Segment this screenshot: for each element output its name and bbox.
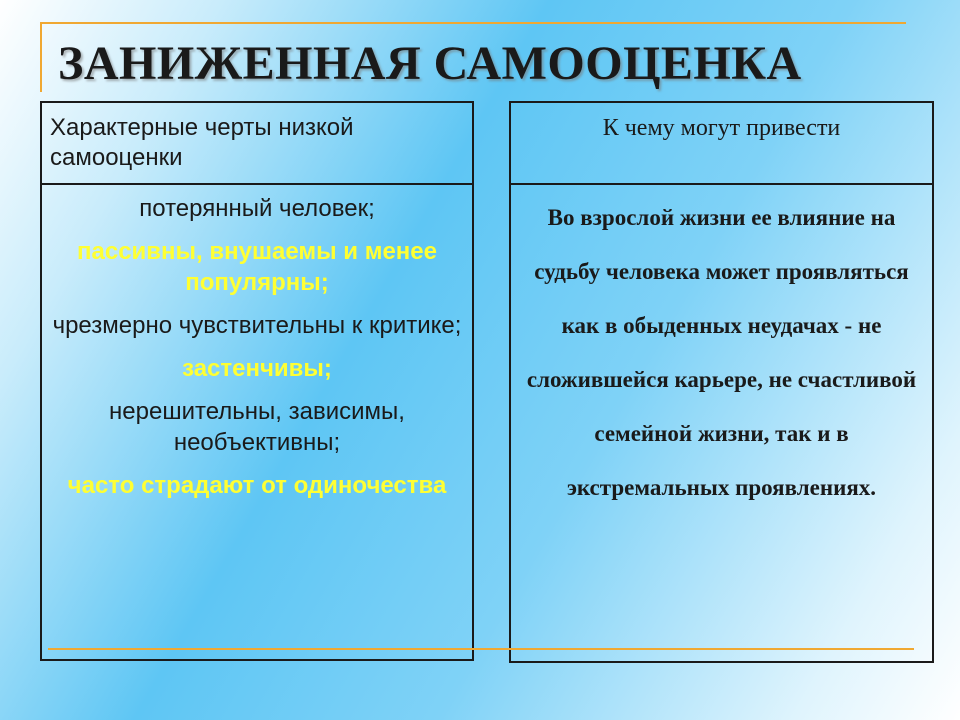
trait-item: нерешительны, зависимы, необъективны;: [109, 398, 405, 456]
consequences-header: К чему могут привести: [511, 103, 932, 185]
traits-panel: [40, 101, 474, 661]
trait-item: потерянный человек;: [139, 195, 375, 222]
trait-item-highlighted: часто страдают от одиночества: [67, 472, 447, 499]
decor-line-left: [40, 22, 42, 92]
consequences-text: Во взрослой жизни ее влияние на судьбу человека может проявляться как в обыденных неудачах - не сложившейся карьере, не счастливой семейной жизни, так и в экстремальных проявлениях.: [526, 205, 917, 500]
decor-line-top: [40, 22, 906, 24]
trait-item-highlighted: застенчивы;: [182, 355, 332, 382]
slide-title: ЗАНИЖЕННАЯ САМООЦЕНКА: [58, 37, 802, 90]
traits-list: [42, 185, 472, 501]
consequences-panel: [509, 101, 934, 663]
trait-item: чрезмерно чувствительны к критике;: [52, 312, 462, 339]
trait-item-highlighted: пассивны, внушаемы и менее популярны;: [77, 238, 437, 296]
traits-header: Характерные черты низкой самооценки: [42, 103, 472, 185]
decor-line-bottom: [48, 648, 914, 650]
